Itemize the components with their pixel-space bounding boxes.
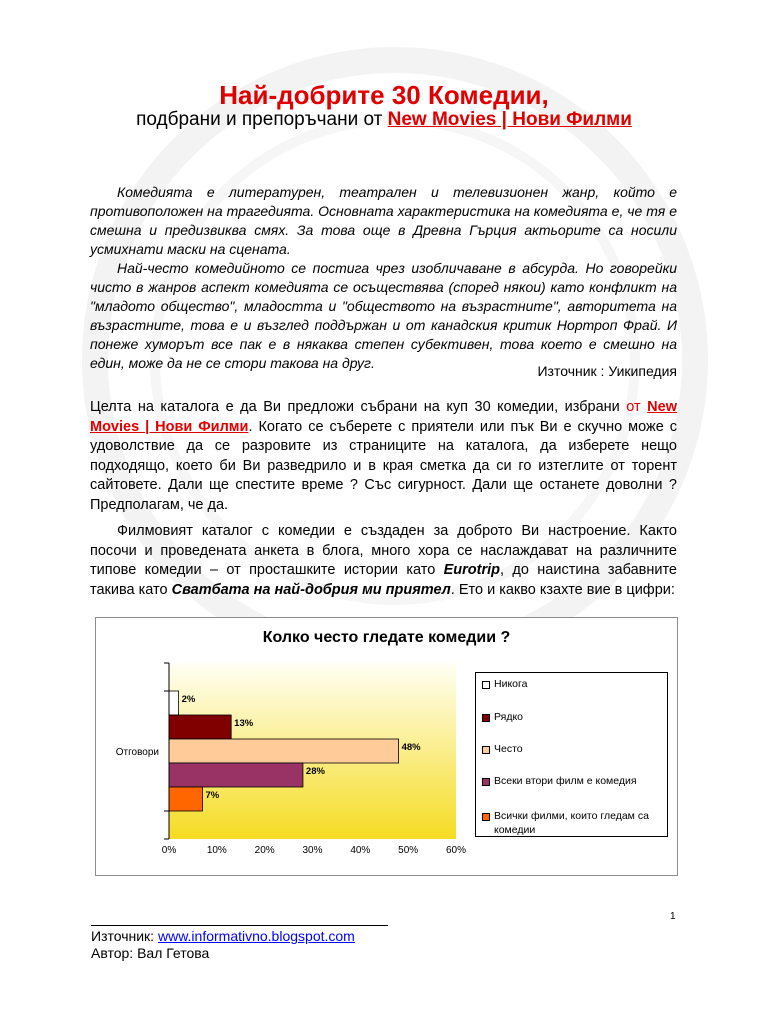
x-tick-label: 60%	[445, 845, 467, 856]
legend-label: Всеки втори филм е комедия	[494, 775, 637, 787]
legend-label: Рядко	[494, 711, 524, 723]
legend-swatch	[482, 746, 490, 754]
chart-bar	[169, 739, 399, 763]
catalog-text: , до наистина забавните такива като	[90, 562, 677, 598]
x-tick-label: 10%	[206, 845, 227, 856]
movie-title-wedding: Сватбата на най-добрия ми приятел	[171, 581, 451, 598]
legend-item	[482, 774, 662, 788]
legend-swatch	[482, 778, 490, 786]
intro-paragraph-1: Комедията е литературен, театрален и телевизионен жанр, който е противоположен на трагедията. Основната характеристика на комедията е, че тя е смешна и предизвиква смях. За това още в Древна Гърция актьорите са носили усмихнати маски на сцената.	[90, 184, 677, 257]
subtitle-text: подбрани и препоръчани от	[136, 109, 388, 130]
new-movies-link[interactable]: New Movies | Нови Филми	[387, 109, 632, 130]
document-subtitle	[0, 107, 768, 133]
chart-bar	[169, 787, 202, 811]
catalog-new-movies-link[interactable]: New Movies | Нови Филми	[90, 399, 677, 435]
intro-quote	[90, 183, 677, 373]
legend-item	[482, 677, 662, 691]
chart-bar	[169, 763, 303, 787]
bar-data-label: 2%	[181, 694, 196, 705]
legend-item	[482, 742, 662, 756]
legend-item	[482, 809, 662, 837]
movie-title-eurotrip: Eurotrip	[443, 562, 501, 578]
footer-source	[91, 927, 355, 945]
chart-bar	[169, 715, 231, 739]
x-tick-label: 20%	[254, 845, 275, 856]
legend-label: Често	[494, 743, 523, 755]
catalog-paragraph-2	[90, 522, 677, 600]
footer-source-label: Източник:	[91, 928, 158, 944]
catalog-text: . Когато се съберете с приятели или пък Ви е скучно може с удоволствие да се разровите из страниците на каталога, да изберете нещо подходящо, което би Ви разведрило и в края сметка да си го изтеглите от торент сайтовете. Дали ще спестите време ? Със сигурност. Дали ще останете доволни ? Предполагам, че да.	[90, 418, 677, 513]
legend-label: Никога	[494, 678, 528, 690]
chart-bar	[169, 691, 179, 715]
bar-data-label: 28%	[305, 766, 325, 777]
intro-paragraph-2: Най-често комедийното се постига чрез изобличаване в абсурда. Но говорейки чисто в жанров аспект комедията се осъществява (според някои) като конфликт на "младото общество", младостта и "обществото на възрастните", авторитета на възрастните, това е и възглед поддържан и от канадския критик Нортроп Фрай. И понеже хуморът все пак е в някаква степен субективен, това което е смешно на един, може да не се стори такова на друг.	[90, 260, 677, 371]
survey-chart	[95, 617, 678, 876]
footer-author: Автор: Вал Гетова	[91, 945, 210, 961]
x-tick-label: 50%	[398, 845, 419, 856]
legend-swatch	[482, 813, 490, 821]
bar-data-label: 13%	[234, 718, 254, 729]
x-tick-label: 40%	[350, 845, 371, 856]
x-tick-label: 30%	[302, 845, 323, 856]
chart-legend	[475, 672, 668, 837]
catalog-text: . Ето и какво кзахте вие в цифри:	[450, 581, 675, 598]
footer-divider	[91, 925, 388, 926]
page-number: 1	[670, 911, 676, 922]
category-label: Отговори	[115, 747, 159, 758]
chart-title: Колко често гледате комедии ?	[262, 629, 511, 646]
legend-swatch	[482, 681, 490, 689]
catalog-from: от	[626, 399, 641, 415]
bar-data-label: 48%	[401, 742, 421, 753]
catalog-text: Филмовият каталог с комедии е създаден за доброто Ви настроение. Както посочи и проведената анкета в блога, много хора се наслаждават на различните типове комедии – от просташките истории като	[90, 523, 677, 578]
catalog-text: Целта на каталога е да Ви предложи събрани на куп 30 комедии, избрани	[90, 399, 627, 415]
legend-item	[482, 710, 662, 724]
legend-swatch	[482, 714, 490, 722]
document-title: Най-добрите 30 Комедии,	[219, 80, 549, 110]
x-tick-label: 0%	[161, 845, 177, 856]
intro-source: Източник : Уикипедия	[537, 363, 677, 379]
bar-data-label: 7%	[205, 790, 220, 801]
footer-source-link[interactable]: www.informativno.blogspot.com	[157, 928, 355, 944]
catalog-paragraph-1	[90, 398, 677, 515]
legend-label: Всички филми, които гледам са комедии	[494, 810, 649, 836]
